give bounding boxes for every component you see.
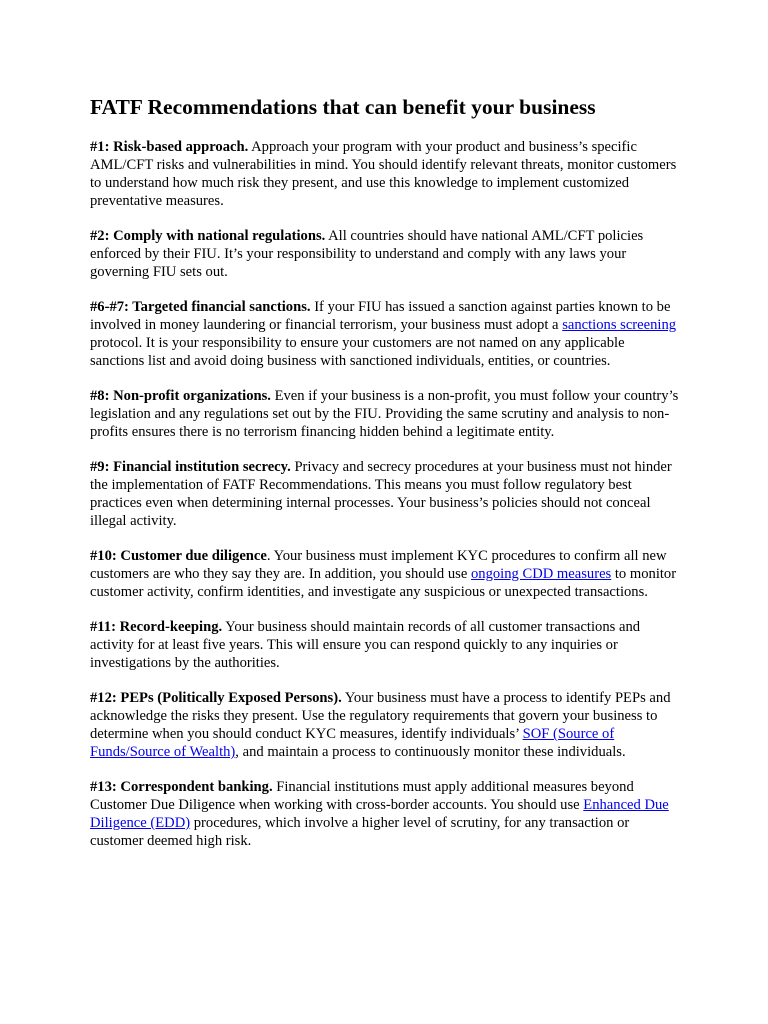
section-correspondent-banking — [90, 778, 680, 850]
section-heading: #12: PEPs (Politically Exposed Persons). — [90, 690, 342, 706]
section-body: , and maintain a process to continuously monitor these individuals. — [235, 744, 626, 760]
section-body: Your business should maintain records of all customer transactions and activity for at least five years. This will ensure you can respond quickly to any inquiries or investigations by the authorities. — [90, 619, 641, 671]
section-body: protocol. It is your responsibility to ensure your customers are not named on any applicable sanctions list and avoid doing business with sanctioned individuals, entities, or countries. — [90, 335, 625, 369]
section-body: Financial institutions must apply additional measures beyond Customer Due Diligence when working with cross-border accounts. You should use — [90, 779, 634, 813]
section-body: All countries should have national AML/CFT policies enforced by their FIU. It’s your responsibility to understand and comply with any laws your governing FIU sets out. — [90, 228, 644, 280]
section-financial-institution-secrecy — [90, 458, 680, 530]
page-title: FATF Recommendations that can benefit your business — [90, 95, 596, 119]
sof-link[interactable]: SOF (Source of Funds/Source of Wealth) — [90, 726, 615, 760]
section-risk-based-approach — [90, 138, 680, 210]
ongoing-cdd-measures-link[interactable]: ongoing CDD measures — [470, 566, 612, 582]
section-heading: #2: Comply with national regulations. — [90, 228, 326, 244]
sanctions-screening-link[interactable]: sanctions screening — [562, 317, 677, 333]
section-non-profit-organizations — [90, 387, 680, 441]
section-heading: #1: Risk-based approach. — [90, 139, 249, 155]
section-body: Approach your program with your product and business’s specific AML/CFT risks and vulnerabilities in mind. You should identify relevant threats, monitor customers to understand how much risk they present, and use this knowledge to implement customized preventative measures. — [90, 139, 677, 209]
section-body: If your FIU has issued a sanction against parties known to be involved in money laundering or financial terrorism, your business must adopt a — [90, 299, 671, 333]
document-page — [90, 94, 680, 867]
section-heading: #9: Financial institution secrecy. — [90, 459, 291, 475]
edd-link[interactable]: Enhanced Due Diligence (EDD) — [90, 797, 669, 831]
section-body: Even if your business is a non-profit, you must follow your country’s legislation and any regulations set out by the FIU. Providing the same scrutiny and analysis to non-profits ensures there is no terrorism financing hidden behind a legitimate entity. — [90, 388, 679, 440]
section-body: to monitor customer activity, confirm identities, and investigate any suspicious or unexpected transactions. — [90, 566, 677, 600]
section-body: . Your business must implement KYC procedures to confirm all new customers are who they say they are. In addition, you should use — [90, 548, 667, 582]
section-peps — [90, 689, 680, 761]
section-targeted-financial-sanctions — [90, 298, 680, 370]
section-customer-due-diligence — [90, 547, 680, 601]
section-heading: #6-#7: Targeted financial sanctions. — [90, 299, 311, 315]
section-heading: #8: Non-profit organizations. — [90, 388, 271, 404]
section-record-keeping — [90, 618, 680, 672]
section-comply-national-regulations — [90, 227, 680, 281]
section-heading: #11: Record-keeping. — [90, 619, 223, 635]
section-heading: #13: Correspondent banking. — [90, 779, 273, 795]
section-body: Privacy and secrecy procedures at your business must not hinder the implementation of FATF Recommendations. This means you must follow regulatory best practices even when determining internal processes. Your business’s policies should not conceal illegal activity. — [90, 459, 672, 529]
section-heading: #10: Customer due diligence — [90, 548, 267, 564]
section-body: procedures, which involve a higher level of scrutiny, for any transaction or customer deemed high risk. — [90, 815, 630, 849]
section-body: Your business must have a process to identify PEPs and acknowledge the risks they present. Use the regulatory requirements that govern your business to determine when you should conduct KYC measures, identify individuals’ — [90, 690, 671, 742]
